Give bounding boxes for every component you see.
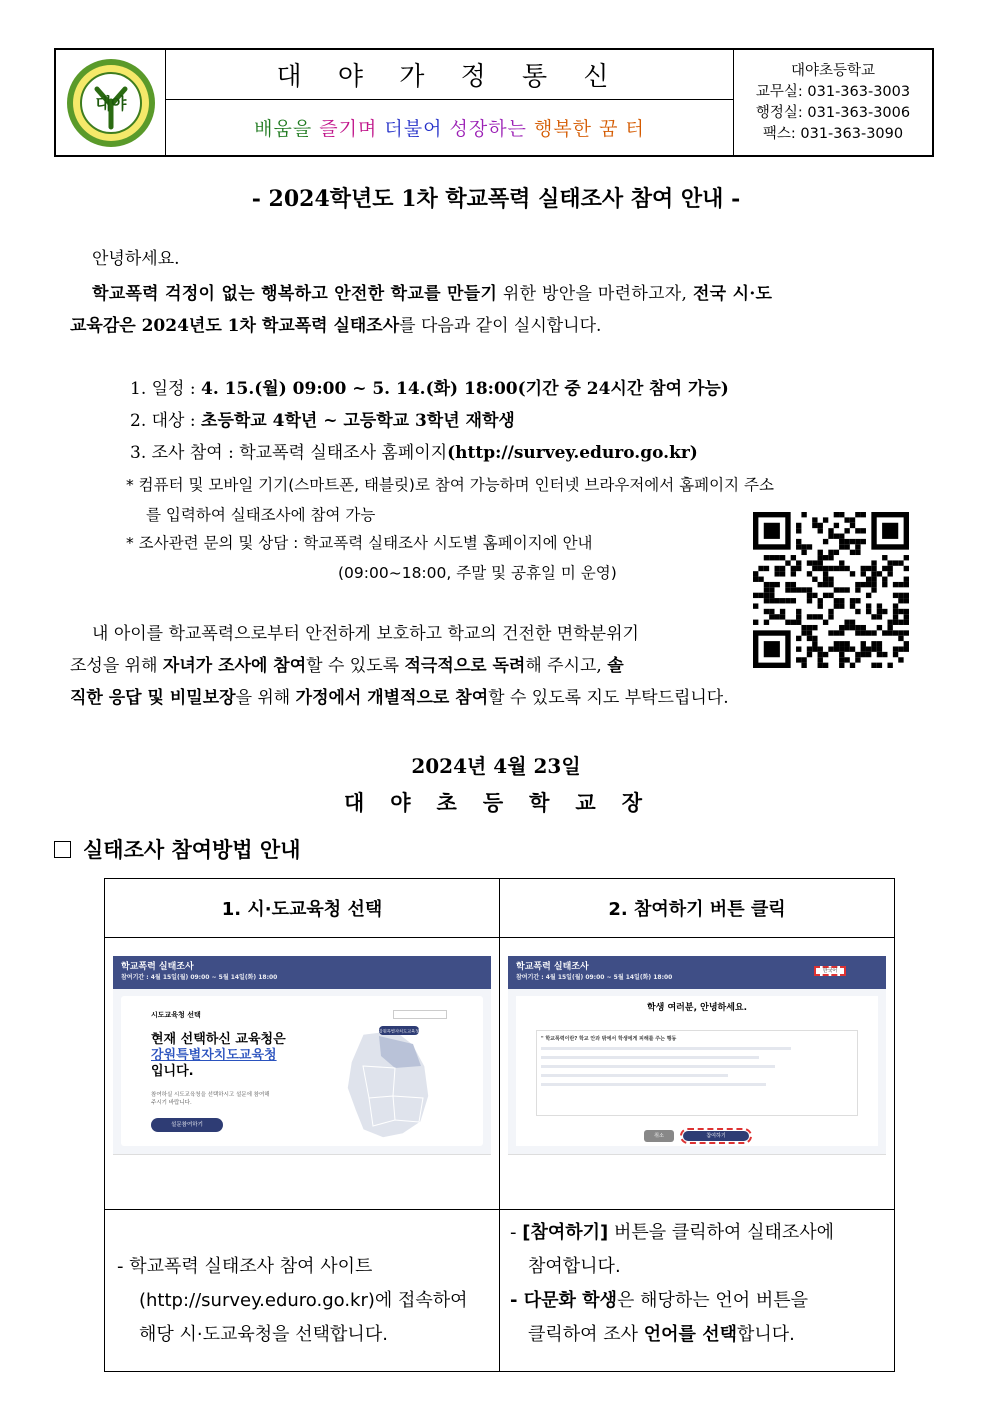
request-emphasis: 가정에서 개별적으로 참여	[295, 688, 489, 708]
step-1-screenshot-cell	[105, 938, 500, 1210]
selected-office-name: 강원특별자치도교육청	[151, 1048, 277, 1063]
school-motto	[166, 100, 733, 155]
screenshot-period: 참여기간 : 4월 15일(월) 09:00 ~ 5월 14일(화) 18:00	[516, 974, 673, 981]
desc-emphasis: [참여하기]	[522, 1222, 609, 1243]
join-button-highlight	[680, 1128, 752, 1144]
intro-line-2	[70, 310, 601, 343]
request-line-3	[70, 682, 729, 715]
step-1-screenshot	[113, 956, 491, 1176]
note-1: * 컴퓨터 및 모바일 기기(스마트폰, 태블릿)로 참여 가능하며 인터넷 브라우저에서 홈페이지 주소	[126, 476, 774, 494]
motto-segment: 즐기며	[319, 118, 385, 140]
guide-step-1-title: 1. 시·도교육청 선택	[105, 879, 500, 938]
motto-segment: 성장하는	[449, 118, 534, 140]
greeting: 안녕하세요.	[92, 249, 180, 269]
definition-title: " 학교폭력이란? 학교 안과 밖에서 학생에게 피해를 주는 행동	[541, 1036, 677, 1042]
step-2-screenshot-cell	[500, 938, 895, 1210]
schedule-item	[130, 373, 729, 406]
target-item	[130, 405, 515, 438]
request-text: 할 수 있도록 지도 부탁드립니다.	[488, 688, 729, 708]
survey-url-link[interactable]: (http://survey.eduro.go.kr)	[447, 443, 698, 463]
region-dropdown[interactable]	[393, 1010, 447, 1019]
screenshot-footer	[508, 1154, 886, 1176]
desc-text: 합니다.	[737, 1324, 795, 1345]
item-label: 1. 일정 :	[130, 379, 202, 399]
request-line-2	[70, 650, 930, 683]
contact-line: 교무실: 031-363-3003	[755, 83, 911, 100]
intro-emphasis: 전국 시·도	[692, 284, 773, 304]
screenshot-footer	[113, 1154, 491, 1176]
screenshot-period: 참여기간 : 4월 15일(월) 09:00 ~ 5월 14일(화) 18:00	[121, 974, 278, 981]
svg-text:대야: 대야	[95, 93, 126, 113]
join-button[interactable]: 참여하기	[683, 1131, 749, 1141]
request-emphasis: 자녀가 조사에 참여	[162, 656, 307, 676]
intro-line-1	[92, 278, 930, 311]
desc-emphasis: 언어를 선택	[643, 1324, 737, 1345]
language-select[interactable]: 한국어	[814, 966, 846, 976]
desc-line: - [참여하기] 버튼을 클릭하여 실태조사에	[510, 1222, 835, 1243]
step-2-screenshot	[508, 956, 886, 1176]
request-text: 할 수 있도록	[306, 656, 405, 676]
intro-text: 위한 방안을 마련하고자,	[497, 284, 693, 304]
notice-title: - 2024학년도 1차 학교폭력 실태조사 참여 안내 -	[251, 186, 741, 212]
desc-line: - 다문화 학생은 해당하는 언어 버튼을	[510, 1290, 809, 1311]
select-instructions: 참여하실 시도교육청을 선택하시고 설문에 참여해 주시기 바랍니다.	[151, 1092, 270, 1106]
guide-table	[104, 878, 895, 1372]
start-survey-button[interactable]: 설문참여하기	[151, 1118, 223, 1132]
request-emphasis: 적극적으로 독려	[404, 656, 526, 676]
principal-signature: 대야초등학교장	[343, 790, 668, 815]
newsletter-title: 대 야 가 정 통 신	[166, 50, 733, 100]
desc-text: 은 해당하는 언어 버튼을	[616, 1290, 809, 1311]
contact-line: 행정실: 031-363-3006	[755, 104, 911, 121]
request-text: 조성을 위해	[70, 656, 163, 676]
item-value: 초등학교 4학년 ~ 고등학교 3학년 재학생	[201, 411, 515, 431]
intro-text: 를 다음과 같이 실시합니다.	[399, 316, 602, 336]
intro-emphasis: 교육감은 2024년도 1차 학교폭력 실태조사	[70, 316, 400, 336]
survey-intro-panel	[516, 996, 878, 1146]
cancel-button[interactable]: 취소	[644, 1130, 674, 1142]
desc-text: 클릭하여 조사	[528, 1324, 644, 1345]
desc-line: 참여합니다.	[528, 1256, 621, 1277]
newsletter-header	[54, 48, 934, 157]
motto-segment: 배움을	[254, 118, 320, 140]
school-contacts	[734, 50, 932, 155]
school-name: 대야초등학교	[790, 62, 876, 79]
desc-line: (http://survey.eduro.go.kr)에 접속하여	[139, 1290, 468, 1311]
item-value: 4. 15.(월) 09:00 ~ 5. 14.(화) 18:00(기간 중 24시간 참여 가능)	[201, 379, 729, 399]
screenshot-header	[113, 956, 491, 989]
item-label: 2. 대상 :	[130, 411, 202, 431]
motto-segment: 더불어	[384, 118, 450, 140]
screenshot-title: 학교폭력 실태조사	[121, 962, 194, 972]
select-panel	[121, 996, 483, 1146]
desc-line: 해당 시·도교육청을 선택합니다.	[139, 1324, 388, 1345]
note-2-cont: (09:00~18:00, 주말 및 공휴일 미 운영)	[338, 564, 617, 582]
request-emphasis: 솔	[607, 656, 624, 676]
violence-definition-box	[536, 1030, 858, 1116]
desc-emphasis: 다문화 학생	[523, 1290, 617, 1311]
section-title-text: 실태조사 참여방법 안내	[83, 838, 301, 862]
qr-code-icon[interactable]	[752, 512, 910, 668]
desc-line	[510, 1318, 888, 1352]
guide-step-2-title: 2. 참여하기 버튼 클릭	[500, 879, 895, 938]
request-line-1: 내 아이를 학교폭력으로부터 안전하게 보호하고 학교의 건전한 면학분위기	[92, 624, 639, 644]
svg-text:강원특별자치도교육청: 강원특별자치도교육청	[378, 1028, 420, 1034]
section-title	[54, 834, 300, 864]
selected-line: 현재 선택하신 교육청은	[151, 1032, 286, 1047]
select-label: 시도교육청 선택	[151, 1011, 201, 1019]
selected-office-text	[151, 1032, 286, 1080]
motto-segment: 행복한 꿈 터	[533, 118, 645, 140]
step-1-description	[105, 1210, 500, 1372]
school-logo	[56, 50, 166, 155]
step-2-description	[500, 1210, 895, 1372]
request-emphasis: 직한 응답 및 비밀보장	[70, 688, 236, 708]
screenshot-header	[508, 956, 886, 989]
note-1-cont: 를 입력하여 실태조사에 참여 가능	[146, 506, 376, 524]
checkbox-icon	[54, 841, 71, 858]
selected-line: 입니다.	[151, 1064, 194, 1079]
survey-greeting: 학생 여러분, 안녕하세요.	[646, 1003, 748, 1013]
school-emblem-icon	[65, 57, 157, 149]
korea-map-icon[interactable]	[333, 1026, 443, 1144]
note-2: * 조사관련 문의 및 상담 : 학교폭력 실태조사 시도별 홈페이지에 안내	[126, 534, 593, 552]
request-text: 해 주시고,	[525, 656, 608, 676]
intro-emphasis: 학교폭력 걱정이 없는 행복하고 안전한 학교를 만들기	[92, 284, 498, 304]
contact-line: 팩스: 031-363-3090	[762, 125, 904, 142]
request-text: 을 위해	[235, 688, 296, 708]
desc-text: 버튼을 클릭하여 실태조사에	[608, 1222, 835, 1243]
participation-item	[130, 437, 698, 470]
item-label: 3. 조사 참여 : 학교폭력 실태조사 홈페이지	[130, 443, 448, 463]
desc-line: - 학교폭력 실태조사 참여 사이트	[117, 1256, 373, 1277]
screenshot-title: 학교폭력 실태조사	[516, 962, 589, 972]
issue-date: 2024년 4월 23일	[411, 754, 581, 778]
